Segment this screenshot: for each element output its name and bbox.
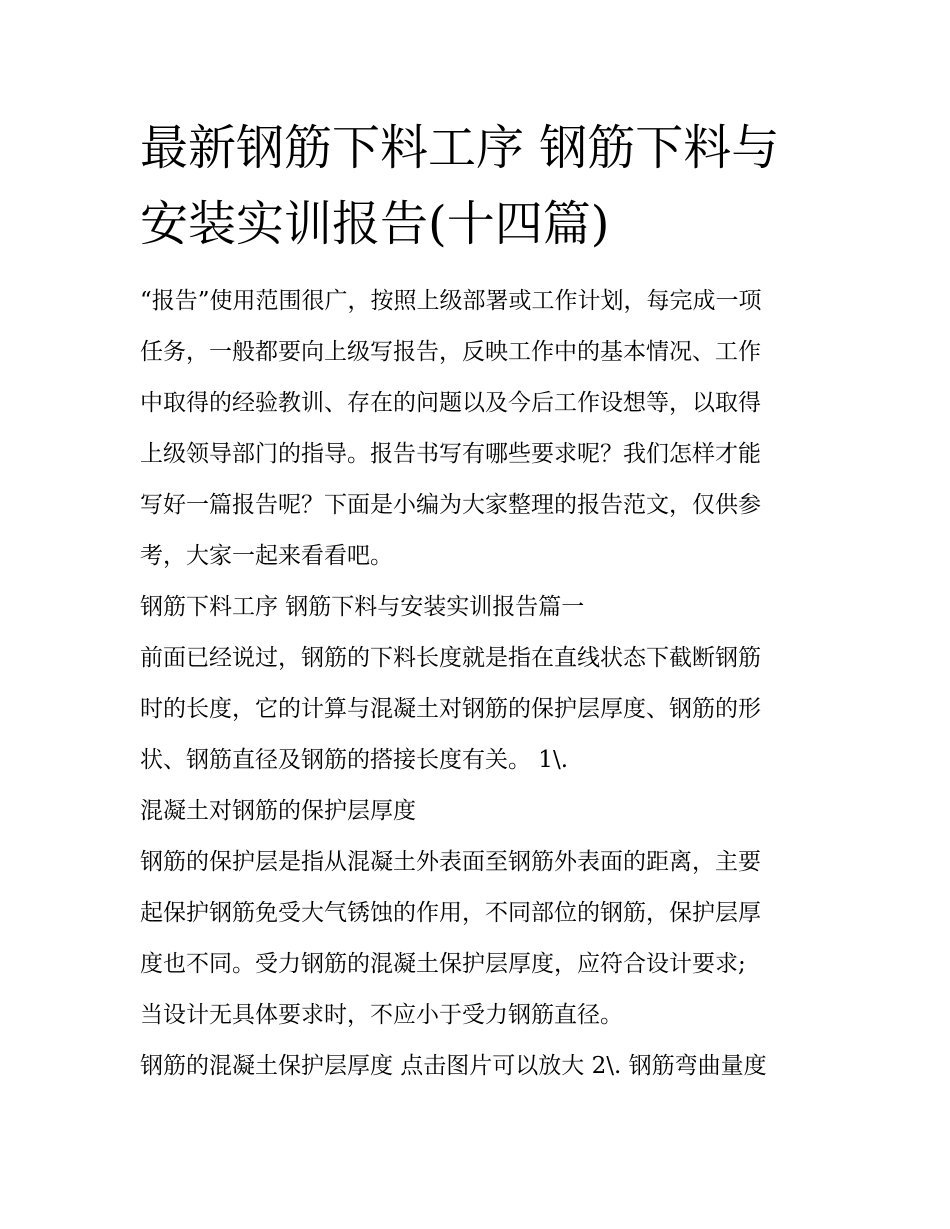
title-line: 最新钢筋下料工序 钢筋下料与: [140, 120, 780, 176]
paragraph-bending-measure: [140, 1041, 820, 1092]
text-line: 上级领导部门的指导。报告书写有哪些要求呢？我们怎样才能: [140, 441, 761, 467]
title-line: 安装实训报告(十四篇): [140, 196, 610, 252]
text-line: 中取得的经验教训、存在的问题以及今后工作设想等，以取得: [140, 390, 761, 416]
text-line: 任务，一般都要向上级写报告，反映工作中的基本情况、工作: [140, 339, 761, 365]
text-line: 度也不同。受力钢筋的混凝土保护层厚度，应符合设计要求;: [140, 951, 746, 977]
document-title: [140, 110, 820, 262]
text-line: 混凝土对钢筋的保护层厚度: [140, 798, 416, 824]
section-heading-1: [140, 582, 820, 633]
text-line: 前面已经说过，钢筋的下料长度就是指在直线状态下截断钢筋: [140, 645, 761, 671]
text-line: 起保护钢筋免受大气锈蚀的作用，不同部位的钢筋，保护层厚: [140, 900, 761, 926]
section-heading-2: [140, 786, 820, 837]
text-line: 考，大家一起来看看吧。: [140, 543, 393, 569]
text-line: 钢筋下料工序 钢筋下料与安装实训报告篇一: [140, 594, 585, 620]
intro-paragraph: [140, 276, 820, 582]
text-line: 时的长度，它的计算与混凝土对钢筋的保护层厚度、钢筋的形: [140, 696, 761, 722]
text-line: 钢筋的混凝土保护层厚度 点击图片可以放大 2\. 钢筋弯曲量度: [140, 1053, 767, 1079]
text-line: “报告”使用范围很广，按照上级部署或工作计划，每完成一项: [140, 288, 762, 314]
paragraph-cutting-length: [140, 633, 820, 786]
text-line: 状、钢筋直径及钢筋的搭接长度有关。 1\.: [140, 747, 569, 773]
paragraph-cover-thickness: [140, 837, 820, 1041]
text-line: 写好一篇报告呢？下面是小编为大家整理的报告范文，仅供参: [140, 492, 761, 518]
text-line: 当设计无具体要求时，不应小于受力钢筋直径。: [140, 1002, 623, 1028]
text-line: 钢筋的保护层是指从混凝土外表面至钢筋外表面的距离，主要: [140, 849, 761, 875]
